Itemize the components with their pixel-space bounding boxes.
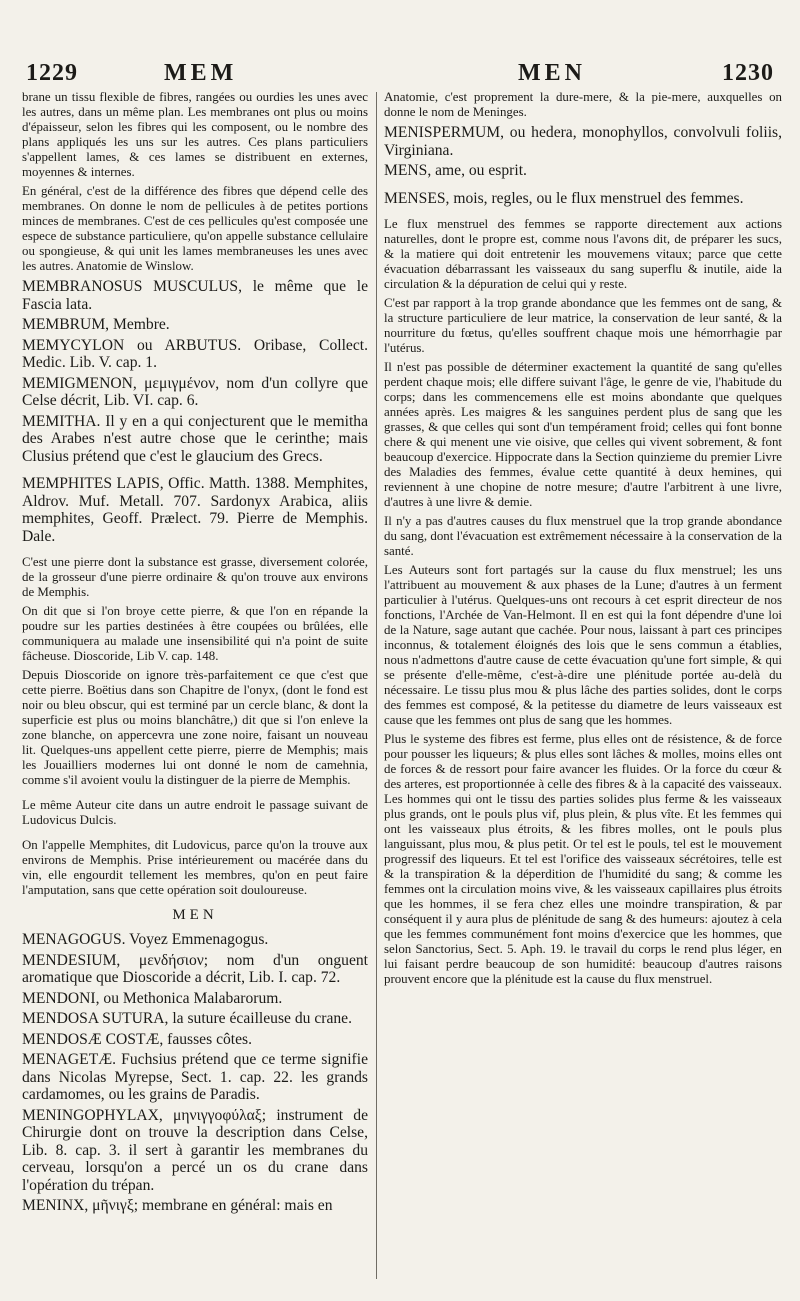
body-paragraph: C'est par rapport à la trop grande abondance que les femmes ont de sang, & la structure particuliere de leur matrice, la conservation de leur santé, & la nourriture du fœtus, qu'elles souffrent chaque mois une hémorrhagie par l'utérus. <box>384 296 782 355</box>
entry-paragraph: MEMBRANOSUS MUSCULUS, le même que le Fascia lata. <box>22 278 368 313</box>
body-paragraph: Il n'est pas possible de déterminer exactement la quantité de sang qu'elles perdent chaque mois; elle differe suivant l'âge, le genre de vie, l'habitude du corps; dans les commencemens elle est moins abondante que quelques années après. Les maigres & les sanguines perdent plus de sang que les grasses, & que celles qui sont d'un tempérament froid; celles qui font bonne chere & qui menent une vie oisive, que celles qui vivent sobrement, & font beaucoup d'exercice. Hippocrate dans la Section quinzieme du premier Livre des Maladies des femmes, évalue cette quantité à deux hemines, qui reviennent à une chopine de notre mesure; d'autre l'arbitrent à une livre, d'autres à une livre & demie. <box>384 360 782 509</box>
entry-paragraph: MENDESIUM, μενδήσιον; nom d'un onguent aromatique que Dioscoride a décrit, Lib. I. cap. 72. <box>22 951 368 986</box>
running-head-right: MEN <box>518 60 586 86</box>
entry-paragraph: MEMPHITES LAPIS, Offic. Matth. 1388. Memphites, Aldrov. Muf. Metall. 707. Sardonyx Arabica, aliis memphites, Geoff. Prælect. 79. Pierre de Memphis. Dale. <box>22 475 368 545</box>
entry-paragraph: MENDOSA SUTURA, la suture écailleuse du crane. <box>22 1010 352 1027</box>
body-paragraph: C'est une pierre dont la substance est grasse, diversement colorée, de la grosseur d'une pierre ordinaire & qu'on trouve aux environs de Memphis. <box>22 555 368 599</box>
entry-paragraph: MEMYCYLON ou ARBUTUS. Oribase, Collect. Medic. Lib. V. cap. 1. <box>22 336 368 371</box>
entry-paragraph: MENSES, mois, regles, ou le flux menstruel des femmes. <box>384 189 744 207</box>
running-head-left: MEM <box>164 60 238 86</box>
entry-paragraph: MENINX, μῆνιγξ; membrane en général: mais en <box>22 1197 333 1214</box>
body-paragraph: Le même Auteur cite dans un autre endroit le passage suivant de Ludovicus Dulcis. <box>22 798 368 827</box>
entry-paragraph: MENISPERMUM, ou hedera, monophyllos, convolvuli foliis, Virginiana. <box>384 124 782 159</box>
entry-paragraph: MENINGOPHYLAX, μηνιγγοφύλαξ; instrument de Chirurgie dont on trouve la description dans Celse, Lib. 8. cap. 3. il sert à garantir les membranes du cerveau, lorsqu'on a percé un os du crane dans l'opération du trépan. <box>22 1106 368 1194</box>
entry-paragraph: MEMITHA. Il y en a qui conjecturent que le memitha des Arabes n'est autre chose que le cerinthe; mais Clusius prétend que c'est le glaucium des Grecs. <box>22 412 368 465</box>
entry-paragraph: MENAGOGUS. Voyez Emmenagogus. <box>22 931 269 948</box>
body-paragraph: On dit que si l'on broye cette pierre, & que l'on en répande la poudre sur les parties destinées à être coupées ou brûlées, elle communiquera au malade une insensibilité qui n'a point de suite fâcheuse. Dioscoride, Lib V. cap. 148. <box>22 604 368 663</box>
body-paragraph: En général, c'est de la différence des fibres que dépend celle des membranes. On donne le nom de pellicules à de petites portions minces de membranes. C'est de ces pellicules qu'est composée une espece de substance particuliere, qu'on appelle substance cellulaire ou spongieuse, & qui unit les lames membraneuses les unes avec les autres. Anatomie de Winslow. <box>22 184 368 273</box>
entry-paragraph: MENDOSÆ COSTÆ, fausses côtes. <box>22 1030 253 1048</box>
entry-paragraph: MEMBRUM, Membre. <box>22 316 170 333</box>
entry-paragraph: MENAGETÆ. Fuchsius prétend que ce terme signifie dans Nicolas Myrepse, Sect. 1. cap. 22. les grands cardamomes, ou les grains de Paradis. <box>22 1051 368 1103</box>
entry-paragraph: MEMIGMENON, μεμιγμένον, nom d'un collyre que Celse décrit, Lib. VI. cap. 6. <box>22 374 368 409</box>
body-paragraph: Plus le systeme des fibres est ferme, plus elles ont de résistence, & de force pour pousser les liqueurs; & plus elles sont lâches & molles, moins elles ont de forces & de ressort pour faire avancer les fluides. Or la force du cœur & des arteres, est proportionnée à celle des fibres & à la capacité des vaisseaux. Les hommes qui ont le tissu des parties solides plus ferme & les vaisseaux plus grands, ont le pouls plus vif, plus plein, & plus vîte. Et les femmes qui ont les vaisseaux plus étroits, & les fibres molles, ont le pouls plus languissant, plus mou, & plus petit. Or tel est le pouls, tel est le mouvement progressif des liqueurs. Et tel est l'orifice des vaisseaux sécrétoires, telle est & la transpiration & la déperdition de l'humidité du sang; & comme les femmes ont la circulation moins vive, & les vaisseaux capillaires plus étroits que les hommes, il se fera chez elles une moindre transpiration, & par conséquent il y aura plus de plénitude de sang & des humeurs: ajoutez à cela que les femmes communément font moins d'exercice que les hommes, que selon Sanctorius, Sect. 5. Aph. 19. le travail du corps le rend plus léger, en lui faisant perdre beaucoup de son humidité: beaucoup d'autres raisons prouvent encore que la plénitude est la cause du flux menstruel. <box>384 732 782 986</box>
body-paragraph: Le flux menstruel des femmes se rapporte directement aux actions naturelles, dont le propre est, comme nous l'avons dit, de préparer les sucs, & la matiere qui doit entretenir les mouvemens vitaux; parce que cette évacuation débarrassant les vaisseaux du sang superflu & inutile, aide la circulation & la dépuration de celui qui y reste. <box>384 217 782 291</box>
body-paragraph: On l'appelle Memphites, dit Ludovicus, parce qu'on la trouve aux environs de Memphis. Prise intérieurement ou macérée dans du vin, elle engourdit tellement les membres, qu'on en peut faire l'amputation, sans que cette opération soit douloureuse. <box>22 838 368 897</box>
page-header <box>26 60 774 90</box>
body-paragraph: Anatomie, c'est proprement la dure-mere, & la pie-mere, auxquelles on donne le nom de Meninges. <box>384 90 782 119</box>
entry-paragraph: MENDONI, ou Methonica Malabarorum. <box>22 989 283 1007</box>
right-column <box>384 90 782 1281</box>
section-heading: MEN <box>172 907 218 923</box>
body-paragraph: Les Auteurs sont fort partagés sur la cause du flux menstruel; les uns l'attribuent au mouvement & aux phases de la Lune; d'autres à un ferment particulier à l'utérus. Quelques-uns ont recours à cet esprit directeur de nos fonctions, l'Archée de Van-Helmont. Il en est qui la font dépendre d'une loi de la Nature, sage autant que cachée. Pour nous, laissant à part ces principes inconnus, & totalement éloignés des lois que le sens commun a établies, nous n'admettons d'autre cause de cette évacuation qu'une fort simple, & qui se présente d'elle-même, c'est-à-dire une plénitude portée au-delà du nécessaire. Le tissu plus mou & plus lâche des parties solides, dont le corps des femmes est composé, & la petitesse du diametre de leurs vaisseaux est cause que les femmes ont plus de sang que les hommes. <box>384 563 782 727</box>
page-number-left: 1229 <box>26 60 78 86</box>
column-divider <box>376 92 377 1279</box>
body-paragraph: Il n'y a pas d'autres causes du flux menstruel que la trop grande abondance du sang, dont l'évacuation est extrêmement nécessaire à la conservation de la santé. <box>384 514 782 558</box>
body-paragraph: brane un tissu flexible de fibres, rangées ou ourdies les unes avec les autres, dans un même plan. Les membranes ont plus ou moins d'épaisseur, selon les fibres qui les composent, ou le nombre des plans appliqués les uns sur les autres. Ces plans particuliers s'appellent lames, & ces lames se distribuent en externes, moyennes & internes. <box>22 90 368 179</box>
entry-paragraph: MENS, ame, ou esprit. <box>384 162 527 179</box>
left-column <box>22 90 368 1281</box>
page-number-right: 1230 <box>722 60 774 86</box>
body-paragraph: Depuis Dioscoride on ignore très-parfaitement ce que c'est que cette pierre. Boëtius dans son Chapitre de l'onyx, (dont le fond est noir ou bleu obscur, qui est terminé par un cercle blanc, & dont la superficie est plus ou moins blanchâtre,) dit que si l'on enleve la zone blanche, on appercevra une zone noire, faisant un nouveau lit. Quelques-uns appellent cette pierre, pierre de Memphis; mais les Jouailliers modernes lui ont donné le nom de camehnia, comme s'il avoient voulu la distinguer de la pierre de Memphis. <box>22 668 368 787</box>
